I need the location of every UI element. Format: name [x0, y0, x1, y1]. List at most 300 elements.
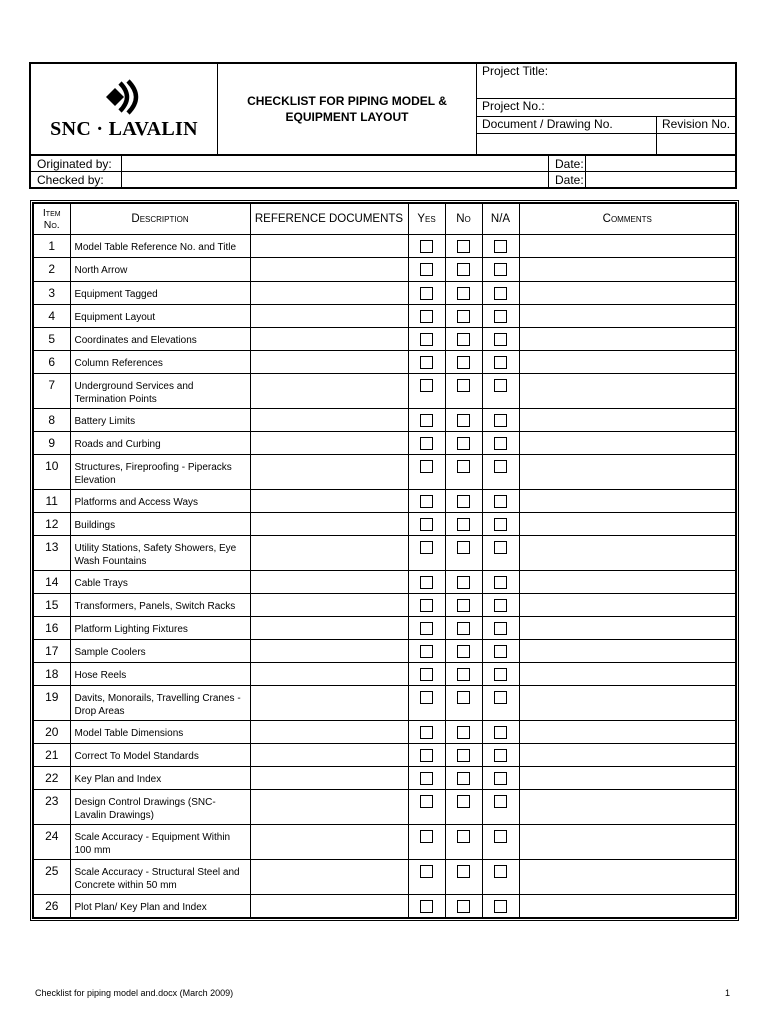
yes-checkbox[interactable] [420, 437, 433, 450]
checked-date-field[interactable] [586, 172, 737, 189]
originated-by-label: Originated by: [30, 155, 122, 172]
comments-cell[interactable] [519, 536, 736, 571]
project-no-field[interactable]: Project No.: [477, 99, 737, 116]
checklist-row [33, 617, 736, 640]
comments-cell[interactable] [519, 663, 736, 686]
na-checkbox[interactable] [494, 900, 507, 913]
na-checkbox[interactable] [494, 263, 507, 276]
yes-checkbox[interactable] [420, 622, 433, 635]
na-checkbox[interactable] [494, 460, 507, 473]
item-description: Roads and Curbing [70, 432, 250, 455]
yes-cell [408, 432, 445, 455]
comments-cell[interactable] [519, 571, 736, 594]
na-checkbox[interactable] [494, 541, 507, 554]
revision-no-value[interactable] [657, 133, 737, 155]
item-description: Cable Trays [70, 571, 250, 594]
item-number: 10 [33, 455, 70, 490]
reference-documents-cell[interactable] [250, 571, 408, 594]
no-checkbox[interactable] [457, 310, 470, 323]
checklist-row [33, 686, 736, 721]
na-cell [482, 513, 519, 536]
na-cell [482, 686, 519, 721]
yes-checkbox[interactable] [420, 599, 433, 612]
item-description: Platforms and Access Ways [70, 490, 250, 513]
yes-checkbox[interactable] [420, 263, 433, 276]
footer-filename: Checklist for piping model and.docx (March 2009) [35, 988, 234, 998]
reference-documents-cell[interactable] [250, 744, 408, 767]
checklist-row [33, 374, 736, 409]
item-description: Battery Limits [70, 409, 250, 432]
no-checkbox[interactable] [457, 691, 470, 704]
reference-documents-cell[interactable] [250, 409, 408, 432]
reference-documents-cell[interactable] [250, 305, 408, 328]
yes-checkbox[interactable] [420, 541, 433, 554]
no-cell [445, 895, 482, 918]
comments-cell[interactable] [519, 744, 736, 767]
item-number: 2 [33, 258, 70, 282]
comments-cell[interactable] [519, 455, 736, 490]
yes-cell [408, 455, 445, 490]
item-description: Davits, Monorails, Travelling Cranes - Drop Areas [70, 686, 250, 721]
na-cell [482, 455, 519, 490]
item-description: Underground Services and Termination Points [70, 374, 250, 409]
item-number: 14 [33, 571, 70, 594]
na-checkbox[interactable] [494, 356, 507, 369]
comments-cell[interactable] [519, 374, 736, 409]
comments-cell[interactable] [519, 767, 736, 790]
checklist-row [33, 490, 736, 513]
no-cell [445, 571, 482, 594]
col-header-comments: Comments [519, 203, 736, 235]
yes-cell [408, 767, 445, 790]
comments-cell[interactable] [519, 490, 736, 513]
reference-documents-cell[interactable] [250, 790, 408, 825]
yes-cell [408, 744, 445, 767]
item-number: 25 [33, 860, 70, 895]
na-cell [482, 258, 519, 282]
no-cell [445, 617, 482, 640]
yes-cell [408, 536, 445, 571]
originated-by-field[interactable] [122, 155, 549, 172]
item-description: Model Table Dimensions [70, 721, 250, 744]
na-checkbox[interactable] [494, 622, 507, 635]
yes-cell [408, 490, 445, 513]
reference-documents-cell[interactable] [250, 328, 408, 351]
na-cell [482, 432, 519, 455]
company-logo [30, 63, 218, 155]
checklist-row [33, 571, 736, 594]
item-number: 5 [33, 328, 70, 351]
na-checkbox[interactable] [494, 749, 507, 762]
na-cell [482, 305, 519, 328]
no-checkbox[interactable] [457, 240, 470, 253]
yes-checkbox[interactable] [420, 830, 433, 843]
no-cell [445, 536, 482, 571]
no-checkbox[interactable] [457, 541, 470, 554]
na-cell [482, 490, 519, 513]
item-description: Scale Accuracy - Equipment Within 100 mm [70, 825, 250, 860]
yes-checkbox[interactable] [420, 495, 433, 508]
no-cell [445, 328, 482, 351]
no-cell [445, 663, 482, 686]
item-description: Buildings [70, 513, 250, 536]
comments-cell[interactable] [519, 594, 736, 617]
item-number: 17 [33, 640, 70, 663]
yes-cell [408, 305, 445, 328]
checklist-row [33, 860, 736, 895]
yes-checkbox[interactable] [420, 865, 433, 878]
yes-cell [408, 640, 445, 663]
no-cell [445, 790, 482, 825]
reference-documents-cell[interactable] [250, 235, 408, 258]
item-description: Plot Plan/ Key Plan and Index [70, 895, 250, 918]
item-number: 1 [33, 235, 70, 258]
yes-checkbox[interactable] [420, 310, 433, 323]
na-cell [482, 895, 519, 918]
item-number: 6 [33, 351, 70, 374]
no-checkbox[interactable] [457, 333, 470, 346]
na-cell [482, 617, 519, 640]
yes-cell [408, 374, 445, 409]
na-cell [482, 790, 519, 825]
item-number: 21 [33, 744, 70, 767]
no-cell [445, 860, 482, 895]
na-checkbox[interactable] [494, 414, 507, 427]
col-header-yes: Yes [408, 203, 445, 235]
yes-cell [408, 860, 445, 895]
reference-documents-cell[interactable] [250, 351, 408, 374]
comments-cell[interactable] [519, 640, 736, 663]
na-cell [482, 409, 519, 432]
item-number: 15 [33, 594, 70, 617]
item-description: Coordinates and Elevations [70, 328, 250, 351]
checklist-row [33, 513, 736, 536]
na-checkbox[interactable] [494, 240, 507, 253]
checklist-row [33, 328, 736, 351]
document-no-value[interactable] [477, 133, 657, 155]
checklist-row [33, 790, 736, 825]
comments-cell[interactable] [519, 617, 736, 640]
yes-checkbox[interactable] [420, 645, 433, 658]
no-checkbox[interactable] [457, 830, 470, 843]
no-cell [445, 686, 482, 721]
no-cell [445, 455, 482, 490]
yes-cell [408, 513, 445, 536]
origination-block [29, 154, 737, 189]
no-checkbox[interactable] [457, 495, 470, 508]
checklist-table [32, 202, 737, 919]
comments-cell[interactable] [519, 409, 736, 432]
originated-date-label: Date: [549, 155, 586, 172]
checked-date-label: Date: [549, 172, 586, 189]
reference-documents-cell[interactable] [250, 640, 408, 663]
col-header-description: Description [70, 203, 250, 235]
comments-cell[interactable] [519, 235, 736, 258]
item-number: 3 [33, 282, 70, 305]
na-cell [482, 571, 519, 594]
yes-cell [408, 895, 445, 918]
yes-checkbox[interactable] [420, 668, 433, 681]
checklist-row [33, 767, 736, 790]
no-cell [445, 767, 482, 790]
na-cell [482, 282, 519, 305]
checklist-row [33, 305, 736, 328]
item-number: 23 [33, 790, 70, 825]
document-header [29, 62, 737, 156]
yes-checkbox[interactable] [420, 726, 433, 739]
reference-documents-cell[interactable] [250, 617, 408, 640]
na-checkbox[interactable] [494, 668, 507, 681]
item-description: Key Plan and Index [70, 767, 250, 790]
na-checkbox[interactable] [494, 865, 507, 878]
no-checkbox[interactable] [457, 414, 470, 427]
no-checkbox[interactable] [457, 622, 470, 635]
no-checkbox[interactable] [457, 263, 470, 276]
na-checkbox[interactable] [494, 495, 507, 508]
item-description: Transformers, Panels, Switch Racks [70, 594, 250, 617]
checklist-row [33, 825, 736, 860]
checklist-row [33, 663, 736, 686]
no-cell [445, 513, 482, 536]
comments-cell[interactable] [519, 305, 736, 328]
yes-checkbox[interactable] [420, 356, 433, 369]
no-checkbox[interactable] [457, 772, 470, 785]
checklist-row [33, 258, 736, 282]
item-number: 8 [33, 409, 70, 432]
checklist-row [33, 409, 736, 432]
checklist-row [33, 235, 736, 258]
no-checkbox[interactable] [457, 599, 470, 612]
yes-checkbox[interactable] [420, 333, 433, 346]
no-checkbox[interactable] [457, 518, 470, 531]
no-cell [445, 351, 482, 374]
na-checkbox[interactable] [494, 772, 507, 785]
yes-checkbox[interactable] [420, 287, 433, 300]
reference-documents-cell[interactable] [250, 432, 408, 455]
reference-documents-cell[interactable] [250, 536, 408, 571]
reference-documents-cell[interactable] [250, 513, 408, 536]
item-description: Structures, Fireproofing - Piperacks Elevation [70, 455, 250, 490]
yes-checkbox[interactable] [420, 460, 433, 473]
reference-documents-cell[interactable] [250, 594, 408, 617]
na-checkbox[interactable] [494, 645, 507, 658]
yes-cell [408, 409, 445, 432]
item-number: 11 [33, 490, 70, 513]
yes-cell [408, 235, 445, 258]
no-checkbox[interactable] [457, 460, 470, 473]
yes-checkbox[interactable] [420, 379, 433, 392]
no-cell [445, 258, 482, 282]
checked-by-field[interactable] [122, 172, 549, 189]
comments-cell[interactable] [519, 258, 736, 282]
yes-cell [408, 790, 445, 825]
na-checkbox[interactable] [494, 795, 507, 808]
item-number: 12 [33, 513, 70, 536]
item-number: 4 [33, 305, 70, 328]
na-checkbox[interactable] [494, 830, 507, 843]
na-cell [482, 374, 519, 409]
reference-documents-cell[interactable] [250, 767, 408, 790]
yes-cell [408, 328, 445, 351]
na-checkbox[interactable] [494, 726, 507, 739]
no-cell [445, 282, 482, 305]
no-checkbox[interactable] [457, 287, 470, 300]
comments-cell[interactable] [519, 328, 736, 351]
checked-by-label: Checked by: [30, 172, 122, 189]
na-cell [482, 767, 519, 790]
item-description: Hose Reels [70, 663, 250, 686]
no-checkbox[interactable] [457, 576, 470, 589]
yes-checkbox[interactable] [420, 900, 433, 913]
comments-cell[interactable] [519, 721, 736, 744]
item-number: 24 [33, 825, 70, 860]
no-cell [445, 490, 482, 513]
item-number: 16 [33, 617, 70, 640]
reference-documents-cell[interactable] [250, 282, 408, 305]
na-checkbox[interactable] [494, 310, 507, 323]
checklist-row [33, 536, 736, 571]
comments-cell[interactable] [519, 513, 736, 536]
no-checkbox[interactable] [457, 668, 470, 681]
reference-documents-cell[interactable] [250, 455, 408, 490]
checklist-row [33, 640, 736, 663]
na-checkbox[interactable] [494, 599, 507, 612]
yes-cell [408, 686, 445, 721]
no-checkbox[interactable] [457, 900, 470, 913]
checklist-row [33, 895, 736, 918]
no-checkbox[interactable] [457, 795, 470, 808]
no-cell [445, 432, 482, 455]
item-number: 18 [33, 663, 70, 686]
na-cell [482, 351, 519, 374]
yes-checkbox[interactable] [420, 240, 433, 253]
no-checkbox[interactable] [457, 645, 470, 658]
item-number: 20 [33, 721, 70, 744]
item-description: Correct To Model Standards [70, 744, 250, 767]
yes-cell [408, 351, 445, 374]
no-cell [445, 640, 482, 663]
page-number: 1 [725, 988, 731, 998]
project-title-field[interactable]: Project Title: [477, 63, 737, 99]
na-checkbox[interactable] [494, 379, 507, 392]
no-checkbox[interactable] [457, 865, 470, 878]
originated-date-field[interactable] [586, 155, 737, 172]
item-description: Platform Lighting Fixtures [70, 617, 250, 640]
yes-checkbox[interactable] [420, 772, 433, 785]
document-title: CHECKLIST FOR PIPING MODEL & EQUIPMENT LAYOUT [218, 63, 477, 155]
yes-checkbox[interactable] [420, 414, 433, 427]
no-cell [445, 235, 482, 258]
yes-checkbox[interactable] [420, 518, 433, 531]
no-cell [445, 594, 482, 617]
na-checkbox[interactable] [494, 576, 507, 589]
no-checkbox[interactable] [457, 437, 470, 450]
checklist-row [33, 455, 736, 490]
no-cell [445, 374, 482, 409]
item-number: 19 [33, 686, 70, 721]
item-number: 13 [33, 536, 70, 571]
col-header-no: No [445, 203, 482, 235]
item-description: North Arrow [70, 258, 250, 282]
na-cell [482, 640, 519, 663]
yes-checkbox[interactable] [420, 576, 433, 589]
yes-checkbox[interactable] [420, 749, 433, 762]
comments-cell[interactable] [519, 895, 736, 918]
no-cell [445, 825, 482, 860]
no-cell [445, 409, 482, 432]
item-description: Design Control Drawings (SNC-Lavalin Drawings) [70, 790, 250, 825]
reference-documents-cell[interactable] [250, 490, 408, 513]
reference-documents-cell[interactable] [250, 258, 408, 282]
no-checkbox[interactable] [457, 726, 470, 739]
checklist-row [33, 351, 736, 374]
na-checkbox[interactable] [494, 287, 507, 300]
comments-cell[interactable] [519, 790, 736, 825]
comments-cell[interactable] [519, 686, 736, 721]
comments-cell[interactable] [519, 825, 736, 860]
comments-cell[interactable] [519, 860, 736, 895]
col-header-na: N/A [482, 203, 519, 235]
na-checkbox[interactable] [494, 691, 507, 704]
na-cell [482, 536, 519, 571]
reference-documents-cell[interactable] [250, 721, 408, 744]
yes-cell [408, 825, 445, 860]
item-description: Equipment Tagged [70, 282, 250, 305]
checklist-row [33, 282, 736, 305]
na-checkbox[interactable] [494, 437, 507, 450]
comments-cell[interactable] [519, 282, 736, 305]
yes-cell [408, 594, 445, 617]
checklist-row [33, 594, 736, 617]
no-cell [445, 721, 482, 744]
no-checkbox[interactable] [457, 379, 470, 392]
checklist-row [33, 744, 736, 767]
reference-documents-cell[interactable] [250, 895, 408, 918]
na-checkbox[interactable] [494, 333, 507, 346]
no-cell [445, 744, 482, 767]
yes-cell [408, 282, 445, 305]
na-cell [482, 860, 519, 895]
na-checkbox[interactable] [494, 518, 507, 531]
comments-cell[interactable] [519, 432, 736, 455]
reference-documents-cell[interactable] [250, 663, 408, 686]
yes-cell [408, 721, 445, 744]
reference-documents-cell[interactable] [250, 686, 408, 721]
item-number: 9 [33, 432, 70, 455]
na-cell [482, 235, 519, 258]
yes-checkbox[interactable] [420, 795, 433, 808]
document-no-label: Document / Drawing No. [477, 116, 657, 133]
item-description: Equipment Layout [70, 305, 250, 328]
yes-cell [408, 663, 445, 686]
yes-cell [408, 258, 445, 282]
item-number: 7 [33, 374, 70, 409]
yes-checkbox[interactable] [420, 691, 433, 704]
reference-documents-cell[interactable] [250, 374, 408, 409]
checklist-row [33, 432, 736, 455]
reference-documents-cell[interactable] [250, 860, 408, 895]
item-description: Column References [70, 351, 250, 374]
item-number: 26 [33, 895, 70, 918]
item-description: Utility Stations, Safety Showers, Eye Wash Fountains [70, 536, 250, 571]
no-cell [445, 305, 482, 328]
reference-documents-cell[interactable] [250, 825, 408, 860]
comments-cell[interactable] [519, 351, 736, 374]
no-checkbox[interactable] [457, 356, 470, 369]
snc-lavalin-logo-icon [104, 78, 144, 116]
na-cell [482, 825, 519, 860]
no-checkbox[interactable] [457, 749, 470, 762]
